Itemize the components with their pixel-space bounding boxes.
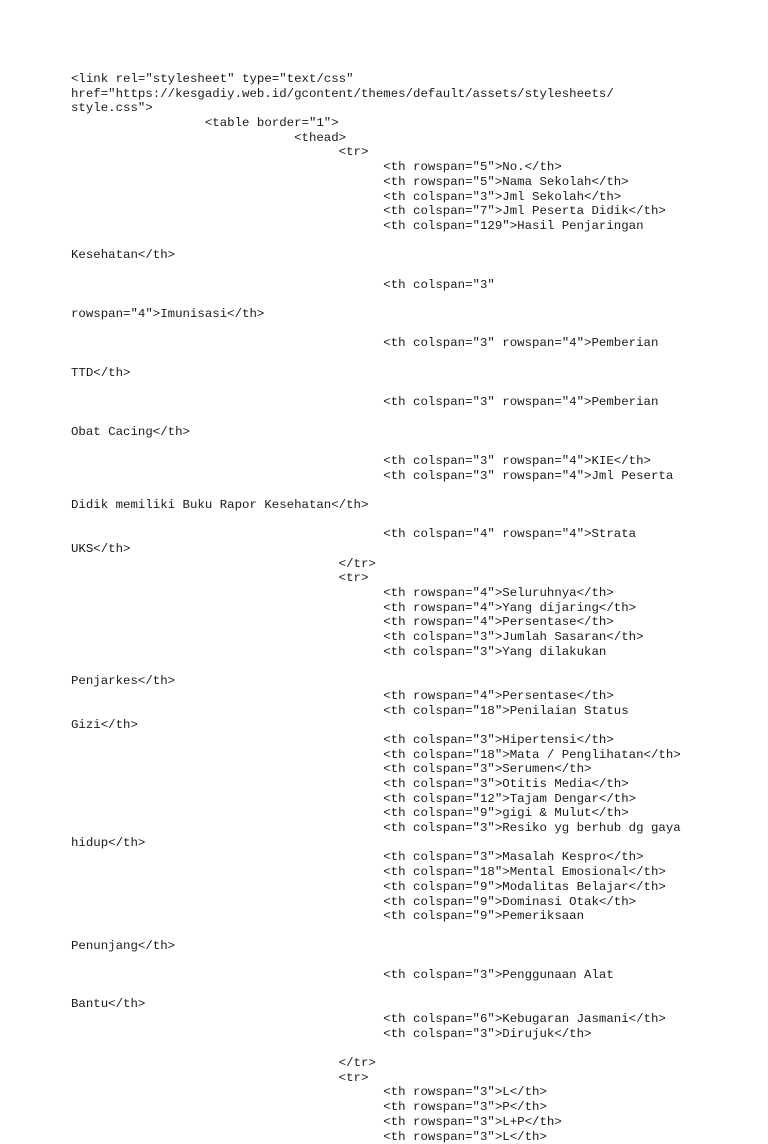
code-line: Gizi</th> [71,718,731,733]
code-line: <th colspan="12">Tajam Dengar</th> [71,792,731,807]
code-line: Kesehatan</th> [71,248,731,263]
code-line: </tr> [71,1056,731,1071]
code-line: <th colspan="3">Serumen</th> [71,762,731,777]
code-line: style.css"> [71,101,731,116]
code-line: <th colspan="9">Pemeriksaan [71,909,731,924]
code-line: <table border="1"> [71,116,731,131]
code-line [71,1041,731,1056]
code-line: <th colspan="18">Mental Emosional</th> [71,865,731,880]
code-line: <th colspan="3">Jml Sekolah</th> [71,190,731,205]
code-line: <th colspan="3" rowspan="4">KIE</th> [71,454,731,469]
code-line: <link rel="stylesheet" type="text/css" [71,72,731,87]
code-line: <th rowspan="5">No.</th> [71,160,731,175]
code-line: <th colspan="9">gigi & Mulut</th> [71,806,731,821]
code-line: <thead> [71,131,731,146]
source-code-text [71,72,731,1144]
code-line: <tr> [71,1071,731,1086]
code-line: <th rowspan="3">L</th> [71,1085,731,1100]
code-line: <th colspan="18">Mata / Penglihatan</th> [71,748,731,763]
code-line: <th rowspan="3">L+P</th> [71,1115,731,1130]
code-line: <th colspan="4" rowspan="4">Strata [71,527,731,542]
code-line: <th colspan="3" [71,278,731,293]
code-line: <th rowspan="3">P</th> [71,1100,731,1115]
code-line: href="https://kesgadiy.web.id/gcontent/themes/default/assets/stylesheets/ [71,87,731,102]
code-line: <th colspan="7">Jml Peserta Didik</th> [71,204,731,219]
code-line: <th colspan="3">Resiko yg berhub dg gaya [71,821,731,836]
code-line: <th colspan="3">Hipertensi</th> [71,733,731,748]
code-line: <th colspan="3">Otitis Media</th> [71,777,731,792]
code-line: Didik memiliki Buku Rapor Kesehatan</th> [71,498,731,513]
code-line: <th rowspan="4">Seluruhnya</th> [71,586,731,601]
code-line: <th colspan="129">Hasil Penjaringan [71,219,731,234]
code-line: <th colspan="3" rowspan="4">Pemberian [71,395,731,410]
code-line: <th rowspan="4">Yang dijaring</th> [71,601,731,616]
code-line: Obat Cacing</th> [71,425,731,440]
code-line: <th rowspan="3">L</th> [71,1130,731,1144]
code-line: <th colspan="3">Yang dilakukan [71,645,731,660]
code-line: Penjarkes</th> [71,674,731,689]
code-line: <th colspan="18">Penilaian Status [71,704,731,719]
code-line: <th colspan="3">Penggunaan Alat [71,968,731,983]
code-line: rowspan="4">Imunisasi</th> [71,307,731,322]
code-line: hidup</th> [71,836,731,851]
code-line: <th rowspan="4">Persentase</th> [71,615,731,630]
code-line: <th colspan="9">Dominasi Otak</th> [71,895,731,910]
code-line: Bantu</th> [71,997,731,1012]
code-line: <tr> [71,571,731,586]
code-line: <th colspan="3">Jumlah Sasaran</th> [71,630,731,645]
code-line: TTD</th> [71,366,731,381]
code-line: <th rowspan="5">Nama Sekolah</th> [71,175,731,190]
code-line: </tr> [71,557,731,572]
code-line: <th rowspan="4">Persentase</th> [71,689,731,704]
code-line: <th colspan="9">Modalitas Belajar</th> [71,880,731,895]
code-line: <th colspan="6">Kebugaran Jasmani</th> [71,1012,731,1027]
code-line: Penunjang</th> [71,939,731,954]
code-line: <tr> [71,145,731,160]
code-line: UKS</th> [71,542,731,557]
code-line: <th colspan="3">Masalah Kespro</th> [71,850,731,865]
code-line: <th colspan="3" rowspan="4">Pemberian [71,336,731,351]
code-line: <th colspan="3" rowspan="4">Jml Peserta [71,469,731,484]
code-line: <th colspan="3">Dirujuk</th> [71,1027,731,1042]
